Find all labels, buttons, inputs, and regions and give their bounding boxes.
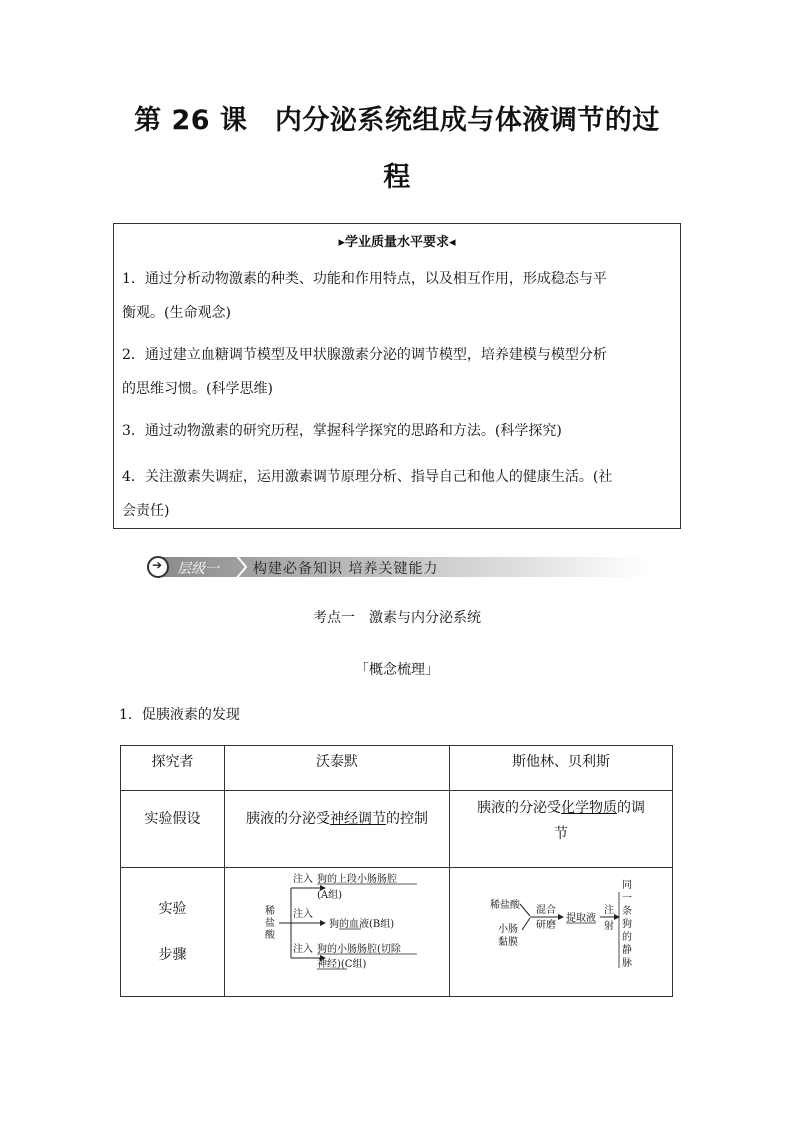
table-cell [225, 868, 450, 997]
diagram-line [520, 904, 530, 916]
cell-line: 步骤 [158, 947, 187, 963]
text-span: 神经调节 [330, 811, 386, 827]
diagram-label: 酸 [265, 930, 275, 941]
table-cell [121, 868, 225, 997]
diagram-label: 稀盐酸 [490, 900, 520, 911]
diagram-line [522, 918, 530, 930]
text-span: 胰液的分泌受 [246, 811, 330, 827]
diagram-label: 混合 [536, 905, 556, 916]
diagram-label: 静 [622, 945, 632, 956]
requirement-item [122, 460, 674, 528]
banner-level-label: 层级一 [177, 561, 219, 577]
text-span: 的调 [617, 800, 645, 816]
diagram-label: 狗的上段小肠肠腔 [317, 874, 397, 885]
table-cell: 实验假设 [121, 791, 225, 868]
section-title: 考点一 激素与内分泌系统 [313, 610, 481, 626]
requirement-line: 4．关注激素失调症，运用激素调节原理分析、指导自己和他人的健康生活。(社 [122, 469, 613, 485]
text-span: 化学物质 [561, 800, 617, 816]
table-row [121, 868, 673, 997]
diagram-label: 研磨 [536, 920, 556, 931]
page-title: 第 26 课 内分泌系统组成与体液调节的过 [134, 105, 660, 136]
experiment-table [120, 745, 673, 997]
diagram-label: 狗的小肠肠腔(切除 [317, 944, 401, 955]
requirement-line: 1．通过分析动物激素的种类、功能和作用特点，以及相互作用，形成稳态与平 [122, 271, 607, 287]
diagram-label: 脉 [622, 958, 632, 969]
diagram-label: 提取液 [566, 913, 596, 924]
arrowhead-icon [320, 920, 326, 926]
diagram-label: 狗 [622, 919, 632, 930]
diagram-label: 的 [622, 932, 632, 943]
diagram-label: 盐 [265, 918, 275, 929]
diagram-label: 射 [604, 921, 614, 932]
requirement-line: 2．通过建立血糖调节模型及甲状腺激素分泌的调节模型，培养建模与模型分析 [122, 347, 607, 363]
diagram-label: (A组) [317, 890, 343, 901]
requirement-line: 的思维习惯。(科学思维) [122, 381, 273, 397]
table-cell [450, 868, 673, 997]
diagram-label: 注入 [293, 909, 313, 920]
diagram-label: 黏膜 [498, 937, 518, 948]
chevron-right-icon [235, 555, 247, 579]
requirement-item [122, 338, 674, 406]
table-cell [225, 791, 450, 868]
table-row [121, 746, 673, 791]
diagram-label: 注 [604, 905, 614, 916]
diagram-label: 狗的血液(B组) [329, 919, 395, 930]
cell-line: 实验 [158, 901, 187, 917]
requirements-box [113, 223, 681, 529]
cell-line [450, 795, 672, 821]
table-row [121, 791, 673, 868]
cell-line: 节 [554, 826, 568, 842]
diagram-label: 小肠 [498, 924, 518, 935]
diagram-label: 稀 [265, 906, 275, 917]
arrow-right-icon: ➔ [152, 558, 163, 572]
banner-text: 构建必备知识 培养关键能力 [253, 561, 439, 577]
diagram-label: 注入 [293, 944, 313, 955]
diagram-label: 同 [622, 880, 632, 891]
requirements-header: ▸学业质量水平要求◂ [338, 235, 456, 250]
requirement-line: 衡观。(生命观念) [122, 305, 231, 321]
page-title-continued: 程 [383, 162, 411, 193]
table-cell [450, 791, 673, 868]
table-header-cell: 沃泰默 [225, 746, 450, 791]
requirement-line: 会责任) [122, 503, 170, 519]
section-subtitle: 「概念梳理」 [355, 662, 439, 678]
level-banner [147, 556, 647, 578]
diagram-label: 注入 [293, 874, 313, 885]
text-span: 的控制 [386, 811, 428, 827]
diagram-label: 一 [622, 893, 632, 904]
table-header-cell: 探究者 [121, 746, 225, 791]
requirement-line: 3．通过动物激素的研究历程，掌握科学探究的思路和方法。(科学探究) [122, 423, 562, 439]
diagram-label: 神经)(C组) [317, 959, 367, 970]
requirement-item [122, 414, 674, 448]
table-header-cell: 斯他林、贝利斯 [450, 746, 673, 791]
subsection-heading: 1．促胰液素的发现 [119, 707, 240, 723]
arrowhead-icon [558, 914, 564, 920]
diagram-label: 条 [622, 906, 632, 917]
text-span: 胰液的分泌受 [477, 800, 561, 816]
experiment-diagram-b [450, 868, 672, 996]
experiment-diagram-a [225, 868, 449, 996]
requirement-item [122, 262, 674, 330]
